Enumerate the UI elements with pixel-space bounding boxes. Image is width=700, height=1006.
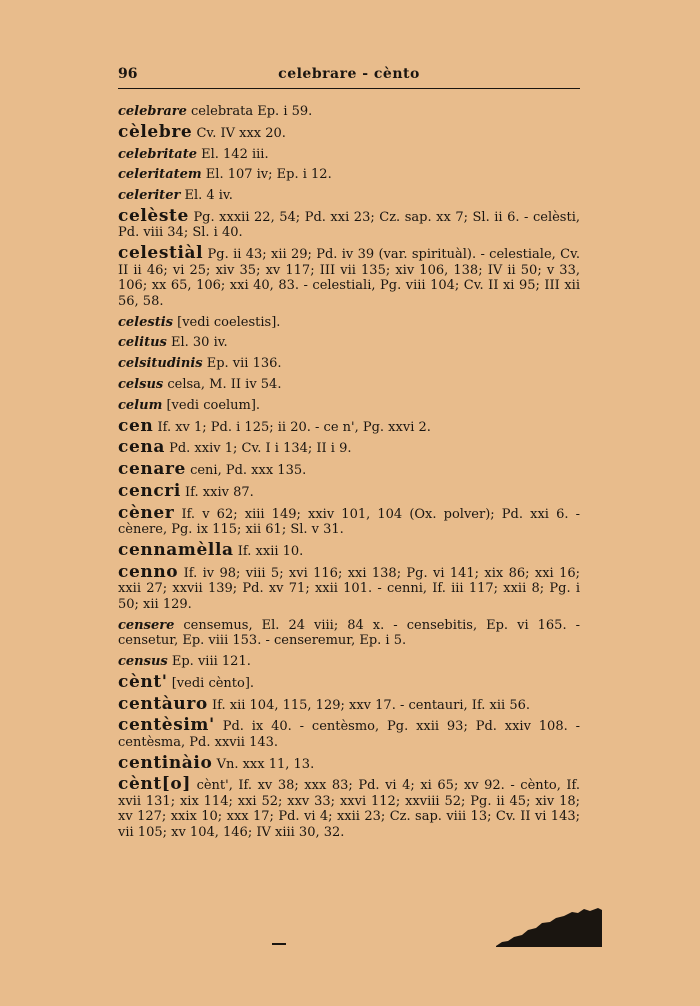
entry-text: [vedi coelum]. <box>166 397 261 413</box>
headword: celsitudinis <box>118 356 203 372</box>
entry-text: cènt', If. xv 38; xxx 83; Pd. vi 4; xi 65; xv 92. - cènto, If. xvii 131; xix 114; xxi 52; xxv 33; xxvi 112; xxviii 52; Pg. ii 45; xiv 18; xv 127; xxix 10; xxx 17; Pd. vi 4; xxii 23; Cz. sap. viii 13; Cv. II vi 143; vii 105; xv 104, 146; IV xiii 30, 32. <box>118 778 580 840</box>
entry <box>118 377 580 393</box>
entry <box>118 437 580 458</box>
entry-text: Ep. viii 121. <box>171 653 251 669</box>
entry <box>118 147 580 163</box>
entry-text: El. 4 iv. <box>184 188 233 204</box>
entry-text: If. xv 1; Pd. i 125; ii 20. - ce n', Pg. xxvi 2. <box>157 419 431 435</box>
dictionary-entries <box>118 104 580 846</box>
entry <box>118 167 580 183</box>
entry <box>118 335 580 351</box>
entry <box>118 654 580 670</box>
footer-dash <box>272 943 286 945</box>
headword: cencri <box>118 480 181 501</box>
entry-text: El. 142 iii. <box>201 146 269 162</box>
headword: cèner <box>118 502 175 523</box>
entry <box>118 459 580 480</box>
headword: censere <box>118 617 175 633</box>
header-rule <box>118 88 580 89</box>
running-head: celebrare - cènto <box>278 66 420 82</box>
entry <box>118 540 580 561</box>
entry-text: censemus, El. 24 viii; 84 x. - censebitis, Ep. vi 165. - censetur, Ep. viii 153. - censeremur, Ep. i 5. <box>118 617 580 649</box>
entry-text: celsa, M. II iv 54. <box>167 376 282 392</box>
headword: cenno <box>118 561 179 582</box>
entry <box>118 398 580 414</box>
ink-blot-mark <box>494 906 604 948</box>
entry <box>118 121 580 142</box>
entry <box>118 205 580 241</box>
headword: celestiàl <box>118 243 204 264</box>
entry-text: Pd. xxiv 1; Cv. I i 134; II i 9. <box>169 441 352 457</box>
entry <box>118 671 580 692</box>
entry <box>118 752 580 773</box>
entry-text: Cv. IV xxx 20. <box>196 125 286 141</box>
page-number: 96 <box>118 66 138 82</box>
headword: cen <box>118 415 154 436</box>
entry <box>118 104 580 120</box>
entry <box>118 315 580 331</box>
entry-text: [vedi cènto]. <box>171 675 255 691</box>
headword: celeriter <box>118 188 181 204</box>
entry-text: El. 107 iv; Ep. i 12. <box>205 167 332 183</box>
headword: cèlebre <box>118 121 193 142</box>
entry-text: celebrata Ep. i 59. <box>191 104 313 119</box>
entry <box>118 693 580 714</box>
entry <box>118 480 580 501</box>
headword: celebrare <box>118 104 187 119</box>
headword: celestis <box>118 314 173 330</box>
headword: cènt[o] <box>118 774 192 795</box>
entry <box>118 561 580 613</box>
entry <box>118 502 580 538</box>
headword: celèste <box>118 205 189 226</box>
entry-text: If. iv 98; viii 5; xvi 116; xxi 138; Pg. vi 141; xix 86; xxi 16; xxii 27; xxvii 139; Pd. xv 71; xxii 101. - cenni, If. iii 117; xxii 8; Pg. i 50; xii 129. <box>118 565 580 612</box>
headword: celum <box>118 397 163 413</box>
headword: centinàio <box>118 752 213 773</box>
headword: cena <box>118 437 165 458</box>
entry-text: If. xii 104, 115, 129; xxv 17. - centauri, If. xii 56. <box>212 697 531 713</box>
entry-text: If. xxiv 87. <box>185 484 254 500</box>
entry-text: Pg. xxxii 22, 54; Pd. xxi 23; Cz. sap. xx 7; Sl. ii 6. - celèsti, Pd. viii 34; Sl. i 40. <box>118 209 580 241</box>
entry <box>118 774 580 840</box>
entry <box>118 618 580 649</box>
entry-text: ceni, Pd. xxx 135. <box>190 463 307 479</box>
page-header <box>118 66 580 86</box>
headword: census <box>118 653 168 669</box>
headword: celsus <box>118 376 164 392</box>
entry-text: Pd. ix 40. - centèsmo, Pg. xxii 93; Pd. xxiv 108. - centèsma, Pd. xxvii 143. <box>118 719 580 750</box>
headword: centèsim' <box>118 715 215 736</box>
headword: cenare <box>118 459 186 480</box>
entry <box>118 715 580 750</box>
entry-text: Ep. vii 136. <box>206 356 282 372</box>
headword: centàuro <box>118 693 208 714</box>
headword: celeritatem <box>118 167 202 183</box>
headword: celitus <box>118 335 167 351</box>
entry-text: El. 30 iv. <box>170 335 228 351</box>
entry <box>118 356 580 372</box>
entry-text: [vedi coelestis]. <box>177 314 281 330</box>
entry <box>118 243 580 309</box>
entry <box>118 415 580 436</box>
entry-text: If. xxii 10. <box>237 544 304 560</box>
headword: celebritate <box>118 146 197 162</box>
entry-text: Pg. ii 43; xii 29; Pd. iv 39 (var. spirituàl). - celestiale, Cv. II ii 46; vi 25; xiv 35; xv 117; III vii 135; xiv 106, 138; IV ii 50; v 33, 106; xx 65, 106; xxi 40, 83. - celestiali, Pg. viii 104; Cv. II xi 95; III xii 56, 58. <box>118 247 580 309</box>
entry-text: Vn. xxx 11, 13. <box>216 756 315 772</box>
entry-text: If. v 62; xiii 149; xxiv 101, 104 (Ox. polver); Pd. xxi 6. - cènere, Pg. ix 115; xii 61; Sl. v 31. <box>118 506 580 538</box>
headword: cennamèlla <box>118 540 234 561</box>
headword: cènt' <box>118 671 168 692</box>
entry <box>118 188 580 204</box>
